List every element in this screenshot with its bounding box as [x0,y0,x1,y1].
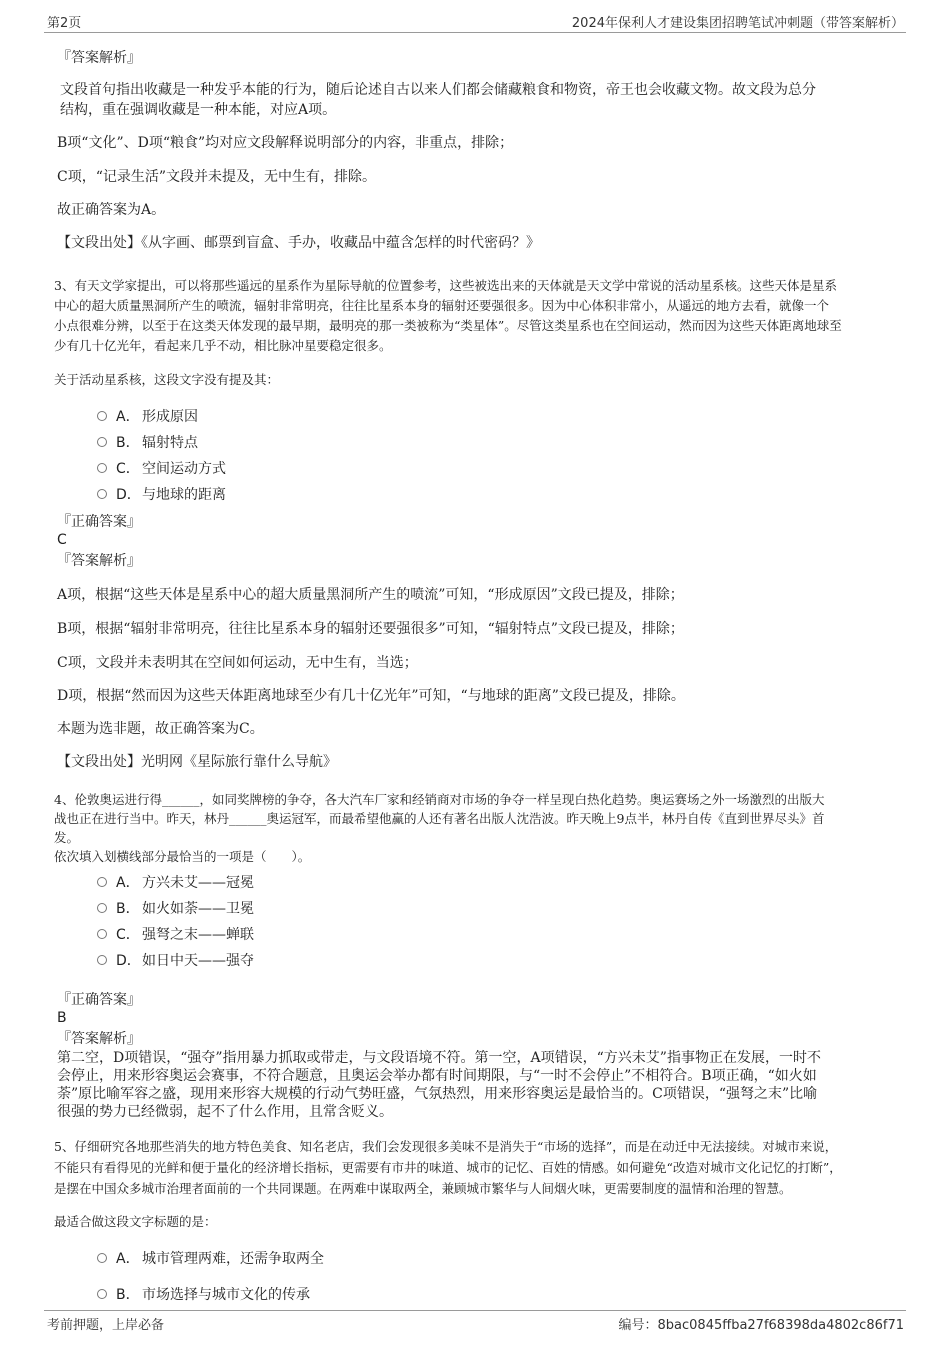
radio-icon[interactable] [97,411,107,421]
analysis-text: A项，根据“这些天体是星系中心的超大质量黑洞所产生的喷流”可知，“形成原因”文段已提及，排除； [57,587,684,603]
question-text: 5、仔细研究各地那些消失的地方特色美食、知名老店，我们会发现很多美味不是消失于“市场的选择”，而是在动迁中无法接续。对城市来说， [54,1139,838,1154]
radio-icon[interactable] [97,955,107,965]
source-citation: 【文段出处】光明网《星际旅行靠什么导航》 [57,754,337,770]
analysis-label: 『答案解析』 [57,50,141,66]
question-text: 3、有天文学家提出，可以将那些遥远的星系作为星际导航的位置参考，这些被选出来的天体就是天文学中常说的活动星系核。这些天体是星系 [54,278,837,293]
document-title: 2024年保利人才建设集团招聘笔试冲刺题（带答案解析） [571,16,904,31]
analysis-text: 荼”原比喻军容之盛，现用来形容大规模的行动气势旺盛，气氛热烈，用来形容奥运是最恰当的。C项错误，“强弩之末”比喻 [57,1086,818,1102]
question-text: 战也正在进行当中。昨天，林丹______奥运冠军，而最希望他赢的人还有著名出版人沈浩波。昨天晚上9点半，林丹自传《直到世界尽头》首 [54,811,825,826]
option-b[interactable]: B． 市场选择与城市文化的传承 [97,1284,310,1304]
option-c[interactable]: C． 空间运动方式 [97,458,226,478]
answer-label: 『正确答案』 [57,514,141,530]
option-b[interactable]: B． 如火如荼——卫冕 [97,898,254,918]
answer-conclusion: 本题为选非题，故正确答案为C。 [57,721,264,737]
question-text: 是摆在中国众多城市治理者面前的一个共同课题。在两难中谋取两全，兼顾城市繁华与人间烟火味，更需要制度的温情和治理的智慧。 [54,1181,792,1196]
analysis-label: 『答案解析』 [57,1031,141,1047]
question-text: 不能只有看得见的光鲜和便于量化的经济增长指标，更需要有市井的味道、城市的记忆、百姓的情感。如何避免“改造对城市文化记忆的打断”， [54,1160,842,1175]
option-a[interactable]: A． 方兴未艾——冠冕 [97,872,254,892]
analysis-text: B项，根据“辐射非常明亮，往往比星系本身的辐射还要强很多”可知，“辐射特点”文段已提及，排除； [57,621,684,637]
question-prompt: 关于活动星系核，这段文字没有提及其： [54,372,280,387]
option-a[interactable]: A． 形成原因 [97,406,198,426]
analysis-text: 文段首句指出收藏是一种发乎本能的行为，随后论述自古以来人们都会储藏粮食和物资，帝王也会收藏文物。故文段为总分 [60,82,816,98]
analysis-label: 『答案解析』 [57,553,141,569]
page-number: 第2页 [47,16,82,31]
footer-divider [44,1310,906,1311]
option-d[interactable]: D．如日中天——强夺 [97,950,254,970]
analysis-text: 会停止，用来形容奥运会赛事，不符合题意，且奥运会举办都有时间期限，与“一时不会停止”不相符合。B项正确，“如火如 [57,1068,817,1084]
header-divider [44,32,906,33]
question-text: 4、伦敦奥运进行得______，如同奖牌榜的争夺，各大汽车厂家和经销商对市场的争夺一样呈现白热化趋势。奥运赛场之外一场激烈的出版大 [54,792,825,807]
footer-slogan: 考前押题，上岸必备 [47,1318,165,1333]
question-text: 少有几十亿光年，看起来几乎不动，相比脉冲星要稳定很多。 [54,338,392,353]
radio-icon[interactable] [97,463,107,473]
radio-icon[interactable] [97,877,107,887]
option-a[interactable]: A． 城市管理两难，还需争取两全 [97,1248,324,1268]
answer-conclusion: 故正确答案为A。 [57,202,166,218]
correct-answer: C [57,532,67,548]
analysis-text: B项“文化”、D项“粮食”均对应文段解释说明部分的内容，非重点，排除； [57,135,514,151]
analysis-text: 结构，重在强调收藏是一种本能，对应A项。 [60,102,337,118]
document-code [619,1314,905,1333]
question-prompt: 依次填入划横线部分最恰当的一项是（ ）。 [54,849,311,864]
question-text: 发。 [54,830,80,845]
answer-label: 『正确答案』 [57,992,141,1008]
option-b[interactable]: B． 辐射特点 [97,432,198,452]
analysis-text: 第二空，D项错误，“强夺”指用暴力抓取或带走，与文段语境不符。第一空，A项错误，“方兴未艾”指事物正在发展，一时不 [57,1050,821,1066]
radio-icon[interactable] [97,903,107,913]
radio-icon[interactable] [97,1289,107,1299]
option-c[interactable]: C． 强弩之末——蝉联 [97,924,254,944]
analysis-text: D项，根据“然而因为这些天体距离地球至少有几十亿光年”可知，“与地球的距离”文段已提及，排除。 [57,688,685,704]
code-label: 编号： [618,1318,658,1333]
analysis-text: 很强的势力已经微弱，起不了什么作用，且常含贬义。 [57,1104,393,1120]
radio-icon[interactable] [97,929,107,939]
code-value: 8bac0845ffba27f68398da4802c86f71 [657,1318,904,1333]
radio-icon[interactable] [97,489,107,499]
question-text: 中心的超大质量黑洞所产生的喷流，辐射非常明亮，往往比星系本身的辐射还要强很多。因为中心体积非常小，从遥远的地方去看，就像一个 [54,298,830,313]
analysis-text: C项，“记录生活”文段并未提及，无中生有，排除。 [57,169,377,185]
radio-icon[interactable] [97,437,107,447]
source-citation: 【文段出处】《从字画、邮票到盲盒、手办，收藏品中蕴含怎样的时代密码？》 [57,235,540,251]
analysis-text: C项，文段并未表明其在空间如何运动，无中生有，当选； [57,655,418,671]
radio-icon[interactable] [97,1253,107,1263]
question-prompt: 最适合做这段文字标题的是： [54,1214,217,1229]
question-text: 小点很难分辨，以至于在这类天体发现的最早期，最明亮的那一类被称为“类星体”。尽管这类星系也在空间运动，然而因为这些天体距离地球至 [54,318,842,333]
correct-answer: B [57,1010,67,1026]
option-d[interactable]: D．与地球的距离 [97,484,226,504]
